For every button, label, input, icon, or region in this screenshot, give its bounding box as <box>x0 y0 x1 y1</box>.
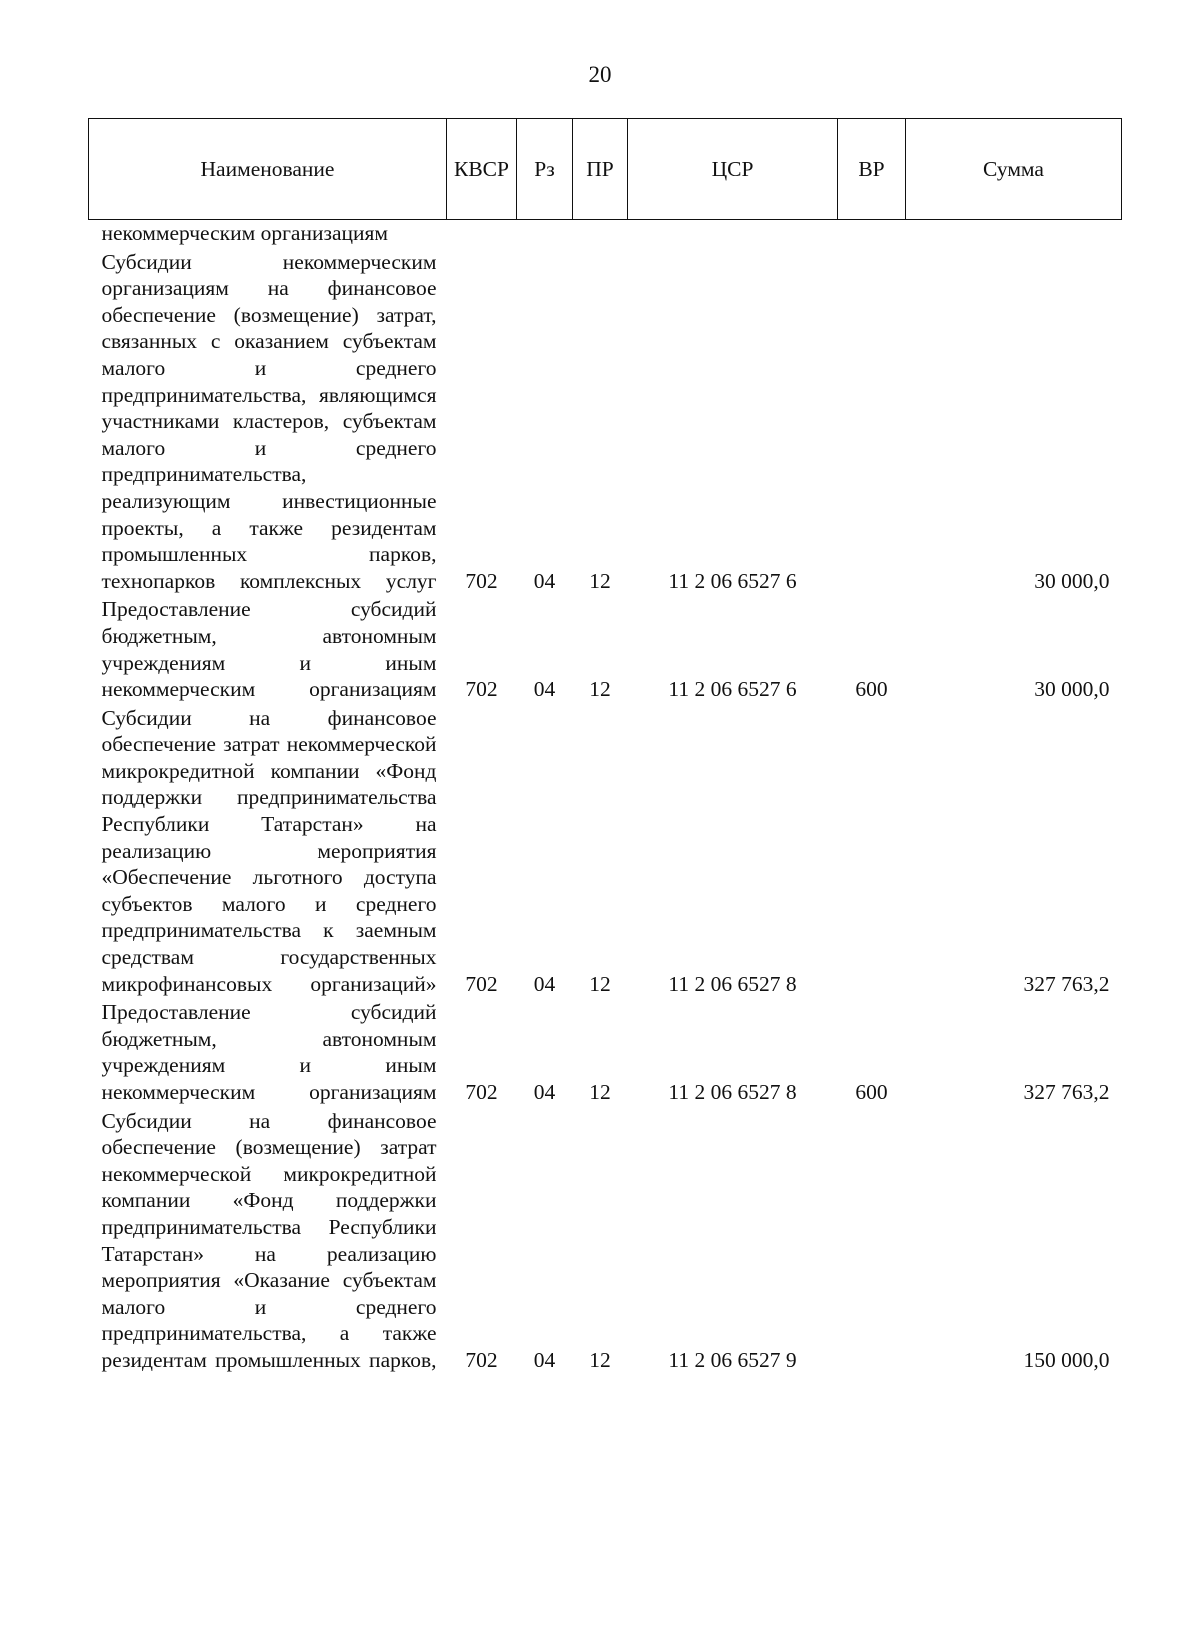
row-name: Субсидии на финансовое обеспечение затрат некоммерческой микрокредитной компании «Фонд поддержки предпринимательства Республики Татарстан» на реализацию мероприятия «Обеспечение льготного доступа субъектов малого и среднего предпринимательства к заемным средствам государственных микрофинансовых организаций» <box>101 705 437 996</box>
row-csr: 11 2 06 6527 9 <box>668 1347 797 1372</box>
row-csr: 11 2 06 6527 6 <box>668 677 797 702</box>
row-csr: 11 2 06 6527 8 <box>668 1080 797 1104</box>
row-csr <box>628 220 838 247</box>
row-kvsr: 702 <box>465 1347 498 1372</box>
row-rz: 04 <box>533 1080 556 1104</box>
row-name: некоммерческим организациям <box>101 221 388 245</box>
row-rz <box>517 220 573 247</box>
row-vr <box>838 220 906 247</box>
row-sum: 150 000,0 <box>1023 1347 1110 1372</box>
table-row <box>89 594 1122 702</box>
page-number: 20 <box>588 62 612 87</box>
table-row <box>89 247 1122 595</box>
row-pr: 12 <box>589 677 611 702</box>
row-pr <box>573 220 628 247</box>
row-name: Субсидии на финансовое обеспечение (возмещение) затрат некоммерческой микрокредитной компании «Фонд поддержки предпринимательства Республики Татарстан» на реализацию мероприятия «Оказание субъектам малого и среднего предпринимательства, а также резидентам промышленных парков, <box>101 1108 437 1372</box>
budget-table <box>88 118 1122 1374</box>
row-vr: 600 <box>855 677 888 702</box>
table-row <box>89 997 1122 1105</box>
table-row <box>89 1106 1122 1374</box>
row-name: Предоставление субсидий бюджетным, автономным учреждениям и иным некоммерческим организациям <box>101 597 437 702</box>
row-kvsr: 702 <box>465 971 498 996</box>
row-pr: 12 <box>589 971 611 996</box>
column-header-name: Наименование <box>89 119 447 220</box>
row-csr: 11 2 06 6527 8 <box>668 971 797 996</box>
row-csr: 11 2 06 6527 6 <box>668 568 797 593</box>
row-rz: 04 <box>533 1347 556 1372</box>
row-pr: 12 <box>589 568 611 593</box>
row-kvsr <box>447 220 517 247</box>
column-header-vr: ВР <box>838 119 906 220</box>
row-vr <box>838 703 906 998</box>
row-sum <box>906 220 1122 247</box>
column-header-rz: Рз <box>517 119 573 220</box>
table-row <box>89 220 1122 247</box>
row-vr <box>838 247 906 595</box>
table-row <box>89 703 1122 998</box>
row-kvsr: 702 <box>465 677 498 702</box>
row-kvsr: 702 <box>465 568 498 593</box>
row-kvsr: 702 <box>465 1080 498 1104</box>
row-name: Предоставление субсидий бюджетным, автономным учреждениям и иным некоммерческим организациям <box>101 1000 437 1104</box>
row-rz: 04 <box>533 677 556 702</box>
row-sum: 30 000,0 <box>1034 568 1110 593</box>
row-rz: 04 <box>533 971 556 996</box>
row-vr <box>838 1106 906 1374</box>
row-pr: 12 <box>589 1347 611 1372</box>
row-pr: 12 <box>589 1080 611 1104</box>
column-header-pr: ПР <box>573 119 628 220</box>
row-sum: 30 000,0 <box>1034 677 1110 702</box>
row-sum: 327 763,2 <box>1023 971 1110 996</box>
column-header-kvsr: КВСР <box>447 119 517 220</box>
row-name: Субсидии некоммерческим организациям на финансовое обеспечение (возмещение) затрат, связанных с оказанием субъектам малого и среднего предпринимательства, являющимся участниками кластеров, субъектам малого и среднего предпринимательства, реализующим инвестиционные проекты, а также резидентам промышленных парков, технопарков комплексных услуг <box>101 249 437 593</box>
column-header-csr: ЦСР <box>628 119 838 220</box>
row-sum: 327 763,2 <box>1023 1080 1110 1104</box>
column-header-sum: Сумма <box>906 119 1122 220</box>
table-header-row <box>89 119 1122 220</box>
row-rz: 04 <box>533 568 556 593</box>
row-vr: 600 <box>855 1080 888 1104</box>
